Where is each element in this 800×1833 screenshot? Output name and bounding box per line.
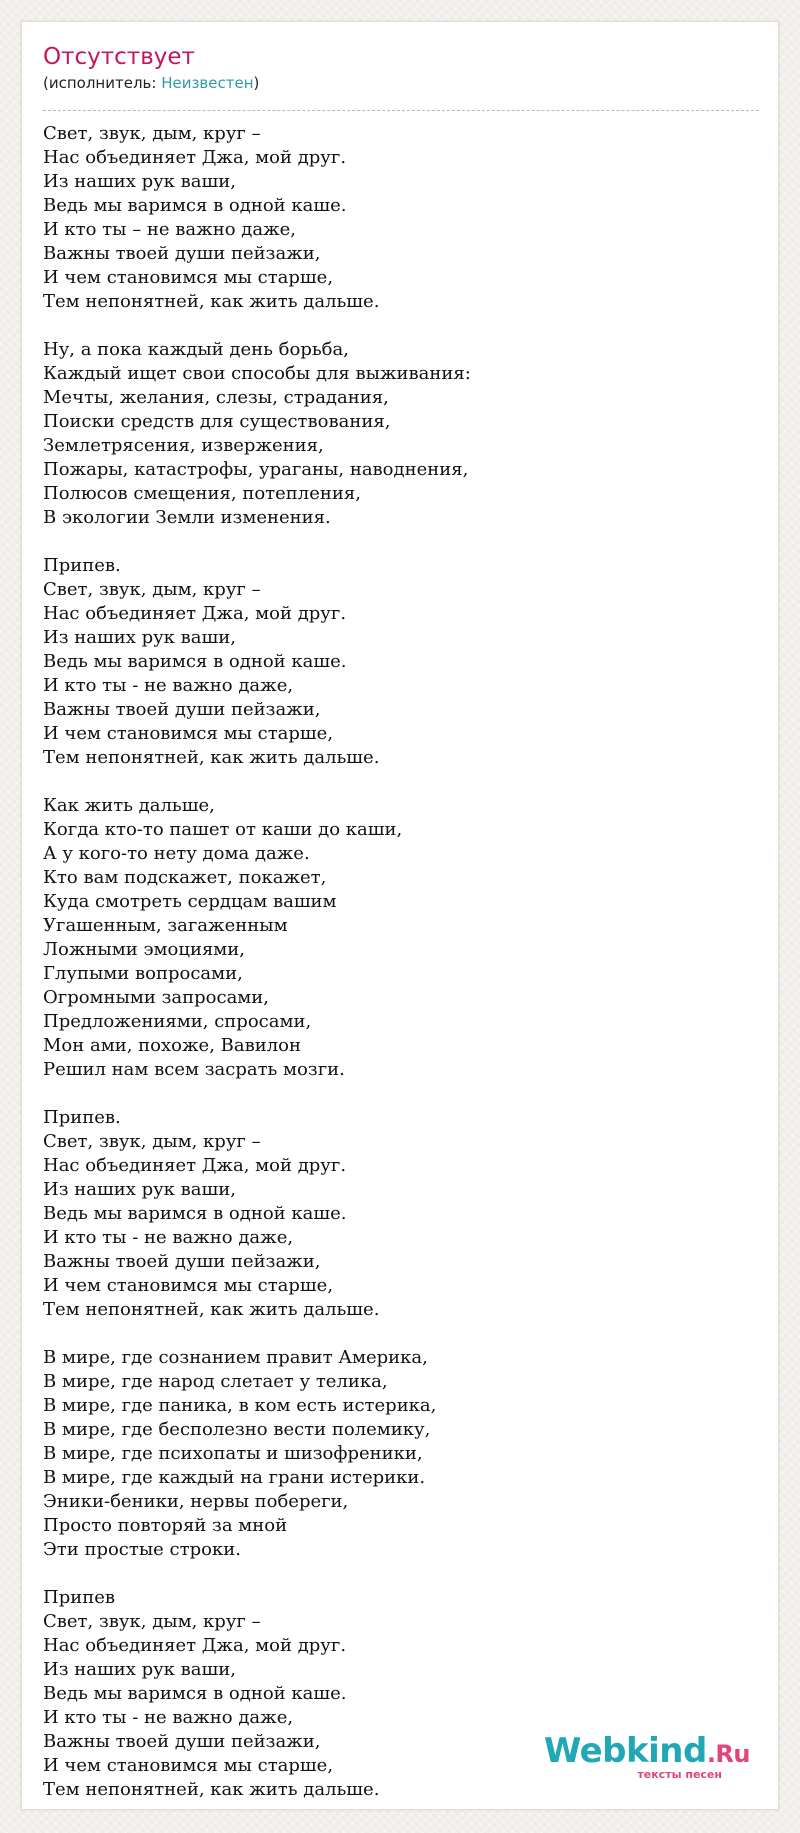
lyrics-line: Решил нам всем засрать мозги. <box>43 1059 345 1080</box>
lyrics-line: В мире, где паника, в ком есть истерика, <box>43 1395 437 1416</box>
lyrics-line: Тем непонятней, как жить дальше. <box>43 1779 380 1800</box>
lyrics-line: В мире, где психопаты и шизофреники, <box>43 1443 423 1464</box>
lyrics-line: Припев <box>43 1587 115 1608</box>
lyrics-line: Важны твоей души пейзажи, <box>43 243 321 264</box>
lyrics-line: И кто ты – не важно даже, <box>43 219 297 240</box>
lyrics-line: Тем непонятней, как жить дальше. <box>43 291 380 312</box>
song-title: Отсутствует <box>43 44 195 70</box>
lyrics-line: И чем становимся мы старше, <box>43 267 334 288</box>
lyrics-line: Пожары, катастрофы, ураганы, наводнения, <box>43 459 469 480</box>
lyrics-line: И кто ты - не важно даже, <box>43 1227 294 1248</box>
lyrics-line: Ведь мы варимся в одной каше. <box>43 1683 347 1704</box>
lyrics-line: Огромными запросами, <box>43 987 270 1008</box>
lyrics-line: И чем становимся мы старше, <box>43 1275 334 1296</box>
lyrics-line: Ну, а пока каждый день борьба, <box>43 339 349 360</box>
lyrics-line: В мире, где народ слетает у телика, <box>43 1371 388 1392</box>
lyrics-line: Каждый ищет свои способы для выживания: <box>43 363 471 384</box>
lyrics-line: Нас объединяет Джа, мой друг. <box>43 147 347 168</box>
lyrics-line: И кто ты - не важно даже, <box>43 1707 294 1728</box>
lyrics-line: Угашенным, загаженным <box>43 915 288 936</box>
lyrics-line: Важны твоей души пейзажи, <box>43 1251 321 1272</box>
lyrics-line: Из наших рук ваши, <box>43 1659 236 1680</box>
lyrics-line: Нас объединяет Джа, мой друг. <box>43 1155 347 1176</box>
lyrics-line: Свет, звук, дым, круг – <box>43 123 261 144</box>
lyrics-line: Из наших рук ваши, <box>43 171 236 192</box>
lyrics-stanza <box>43 794 759 1082</box>
lyrics-line: Когда кто-то пашет от каши до каши, <box>43 819 403 840</box>
lyrics-stanza <box>43 338 759 530</box>
logo-tagline: тексты песен <box>637 1768 722 1781</box>
lyrics-line: Из наших рук ваши, <box>43 627 236 648</box>
lyrics-line: Полюсов смещения, потепления, <box>43 483 361 504</box>
lyrics-line: И чем становимся мы старше, <box>43 723 334 744</box>
lyrics-line: Свет, звук, дым, круг – <box>43 1131 261 1152</box>
lyrics-line: Землетрясения, извержения, <box>43 435 324 456</box>
lyrics-line: Ведь мы варимся в одной каше. <box>43 195 347 216</box>
lyrics-line: Эти простые строки. <box>43 1539 241 1560</box>
lyrics-line: Важны твоей души пейзажи, <box>43 1731 321 1752</box>
logo-wordmark <box>543 1731 750 1771</box>
lyrics-line: Мон ами, похоже, Вавилон <box>43 1035 301 1056</box>
lyrics-stanza <box>43 122 759 314</box>
lyrics-line: В экологии Земли изменения. <box>43 507 331 528</box>
lyrics-line: Эники-беники, нервы побереги, <box>43 1491 349 1512</box>
logo-tld: .Ru <box>706 1740 750 1768</box>
lyrics-line: Ложными эмоциями, <box>43 939 246 960</box>
artist-prefix: (исполнитель: <box>43 74 162 92</box>
logo-brand: Webkind <box>543 1731 707 1771</box>
lyrics-line: И чем становимся мы старше, <box>43 1755 334 1776</box>
lyrics-line: Мечты, желания, слезы, страдания, <box>43 387 389 408</box>
lyrics-line: Глупыми вопросами, <box>43 963 243 984</box>
artist-line <box>43 73 759 93</box>
lyrics-line: Предложениями, спросами, <box>43 1011 312 1032</box>
lyrics-line: Тем непонятней, как жить дальше. <box>43 1299 380 1320</box>
lyrics-line: А у кого-то нету дома даже. <box>43 843 310 864</box>
lyrics-line: И кто ты - не важно даже, <box>43 675 294 696</box>
lyrics-line: В мире, где сознанием правит Америка, <box>43 1347 428 1368</box>
lyrics-line: Ведь мы варимся в одной каше. <box>43 1203 347 1224</box>
lyrics-line: Ведь мы варимся в одной каше. <box>43 651 347 672</box>
lyrics-line: Нас объединяет Джа, мой друг. <box>43 1635 347 1656</box>
lyrics-stanza <box>43 554 759 770</box>
lyrics-body <box>43 122 759 1826</box>
song-header <box>43 42 759 93</box>
lyrics-line: Просто повторяй за мной <box>43 1515 288 1536</box>
artist-suffix: ) <box>253 74 260 92</box>
lyrics-line: Свет, звук, дым, круг – <box>43 579 261 600</box>
lyrics-line: В мире, где каждый на грани истерики. <box>43 1467 426 1488</box>
lyrics-line: Как жить дальше, <box>43 795 215 816</box>
lyrics-card <box>21 21 779 1810</box>
lyrics-line: Свет, звук, дым, круг – <box>43 1611 261 1632</box>
lyrics-line: Важны твоей души пейзажи, <box>43 699 321 720</box>
lyrics-line: Кто вам подскажет, покажет, <box>43 867 327 888</box>
lyrics-stanza <box>43 1346 759 1562</box>
webkind-logo <box>543 1731 750 1781</box>
lyrics-line: Нас объединяет Джа, мой друг. <box>43 603 347 624</box>
lyrics-line: Припев. <box>43 555 121 576</box>
lyrics-line: Поиски средств для существования, <box>43 411 391 432</box>
header-divider <box>43 110 759 111</box>
lyrics-line: Тем непонятней, как жить дальше. <box>43 747 380 768</box>
lyrics-line: Из наших рук ваши, <box>43 1179 236 1200</box>
lyrics-line: В мире, где бесполезно вести полемику, <box>43 1419 431 1440</box>
lyrics-line: Куда смотреть сердцам вашим <box>43 891 337 912</box>
artist-link[interactable]: Неизвестен <box>161 74 254 92</box>
lyrics-line: Припев. <box>43 1107 121 1128</box>
lyrics-stanza <box>43 1106 759 1322</box>
